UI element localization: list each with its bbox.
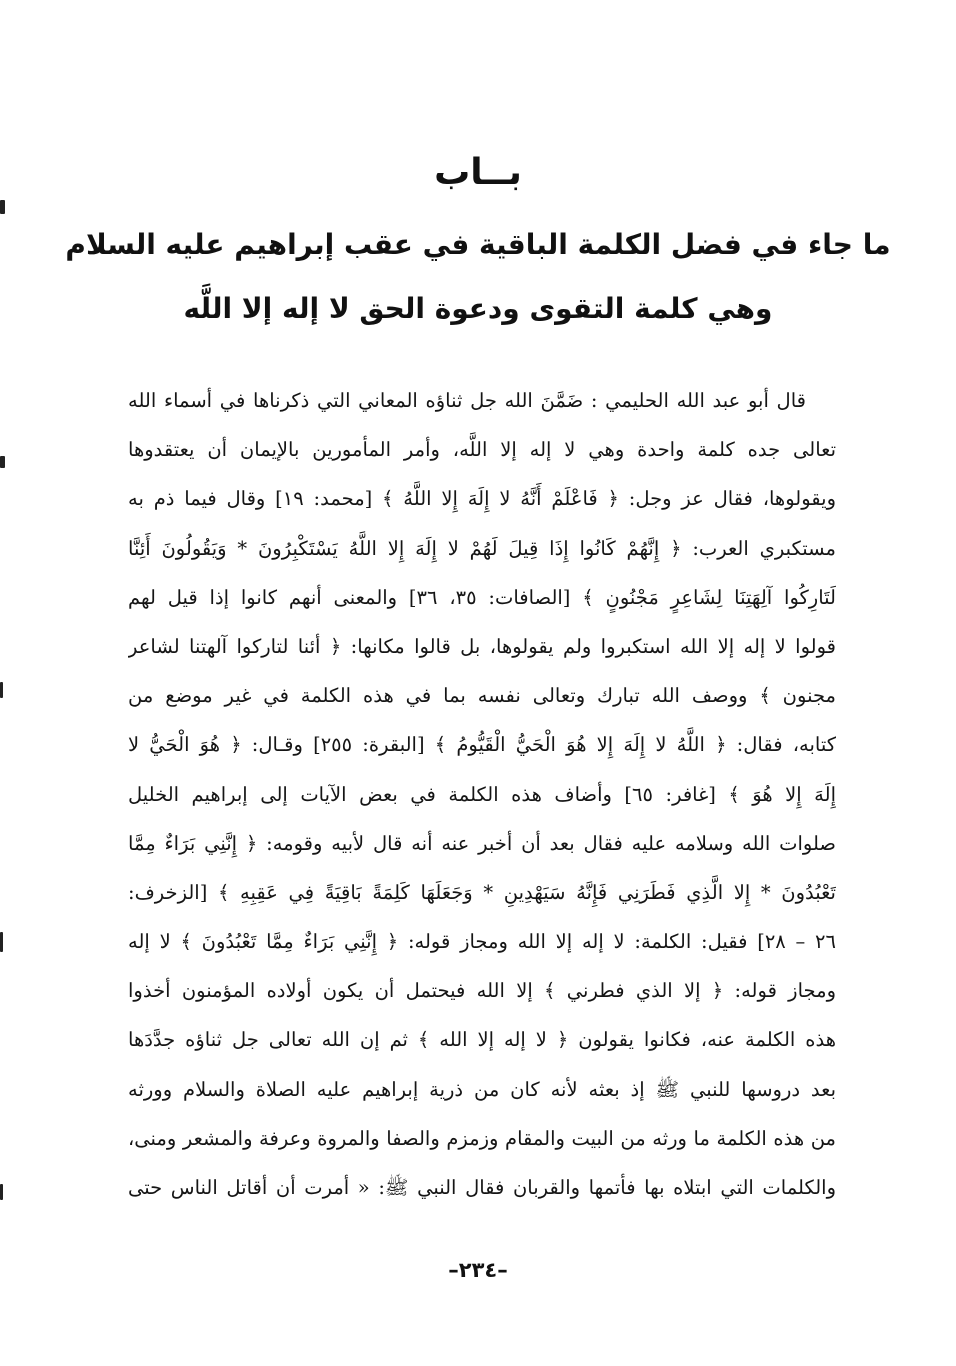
- text-line: هذه الكلمة عنه، فكانوا يقولون ﴿ لا إله إلا الله ﴾ ثم إن الله تعالى جل ثناؤه جدَّدَها: [128, 1028, 836, 1052]
- text-line: قال أبو عبد الله الحليمي : ضَمَّنَ الله جل ثناؤه المعاني التي ذكرناها في أسماء الله: [128, 389, 806, 412]
- text-line: من هذه الكلمة ما ورثه من البيت والمقام وزمزم والصفا والمروة وعرفة والمشعر ومنى،: [128, 1126, 836, 1150]
- chapter-heading-line-1: ما جاء في فضل الكلمة الباقية في عقب إبراهيم عليه السلام: [65, 228, 891, 261]
- chapter-heading-line-2: وهي كلمة التقوى ودعوة الحق لا إله إلا اللَّه: [183, 292, 773, 325]
- scan-edge-mark: [0, 456, 5, 468]
- text-line: قولوا لا إله إلا الله استكبروا ولم يقولوها، بل قالوا مكانها: ﴿ أئنا لتاركوا آلهتنا لشاعر: [128, 634, 836, 658]
- text-line: لَتَارِكُوا آلِهَتِنَا لِشَاعِرٍ مَجْنُونٍ ﴾ [الصافات: ٣٥، ٣٦] والمعنى أنهم كانوا إذا قيل لهم: [128, 585, 836, 609]
- text-line: كتابه، فقال: ﴿ اللَّهُ لا إِلَهَ إِلا هُوَ الْحَيُّ الْقَيُّومُ ﴾ [البقرة: ٢٥٥] وقـال: ﴿ هُوَ الْحَيُّ لا: [128, 733, 836, 757]
- text-line: ويقولوها، فقال عز وجل: ﴿ فَاعْلَمْ أَنَّهُ لا إِلَهَ إِلا اللَّهُ ﴾ [محمد: ١٩] وقال فيما ذم به: [128, 487, 836, 511]
- page-number: –٢٣٤–: [448, 1258, 508, 1282]
- text-line: تَعْبُدُونَ * إِلا الَّذِي فَطَرَنِي فَإِنَّهُ سَيَهْدِينِ * وَجَعَلَهَا كَلِمَةً بَاقِيَةً فِي عَقِبِهِ ﴾ [الزخرف:: [128, 880, 836, 904]
- chapter-label: بــاب: [434, 152, 522, 193]
- scan-edge-mark: [0, 932, 3, 952]
- scan-edge-mark: [0, 682, 3, 698]
- text-line: بعد دروسها للنبي ﷺ إذ بعثه لأنه كان من ذرية إبراهيم عليه الصلاة والسلام وورثه: [128, 1077, 836, 1101]
- scan-edge-mark: [0, 200, 5, 214]
- text-line: إِلَهَ إِلا هُوَ ﴾ [غافر: ٦٥] وأضاف هذه الكلمة في بعض الآيات إلى إبراهيم الخليل: [128, 782, 836, 806]
- text-line: تعالى جده كلمة واحدة وهي لا إله إلا اللَّه، وأمر المأمورين بالإيمان أن يعتقدوها: [128, 438, 836, 462]
- text-line: مستكبري العرب: ﴿ إِنَّهُمْ كَانُوا إِذَا قِيلَ لَهُمْ لا إِلَهَ إِلا اللَّهُ يَسْتَكْبِرُونَ * وَيَقُولُونَ أَئِنَّا: [128, 536, 836, 560]
- text-line: مجنون ﴾ ووصف الله تبارك وتعالى نفسه بما في هذه الكلمة في غير موضع من: [128, 684, 836, 708]
- scan-edge-mark: [0, 1184, 3, 1200]
- body-text: [128, 376, 836, 1212]
- text-line: والكلمات التي ابتلاه بها فأتمها والقربان فقال النبي ﷺ: « أمرت أن أقاتل الناس حتى: [128, 1176, 836, 1199]
- text-line: ٢٦ – ٢٨] فقيل: الكلمة: لا إله إلا الله ومجاز قوله: ﴿ إِنَّنِي بَرَاءٌ مِمَّا تَعْبُدُونَ ﴾ لا إله: [128, 930, 836, 954]
- text-line: صلوات الله وسلامه عليه فقال بعد أن أخبر عنه أنه قال لأبيه وقومه: ﴿ إِنَّنِي بَرَاءٌ مِمَّا: [128, 831, 836, 855]
- text-line: ومجاز قوله: ﴿ إلا الذي فطرني ﴾ إلا الله فيحتمل أن يكون أولاده المؤمنون أخذوا: [128, 979, 836, 1003]
